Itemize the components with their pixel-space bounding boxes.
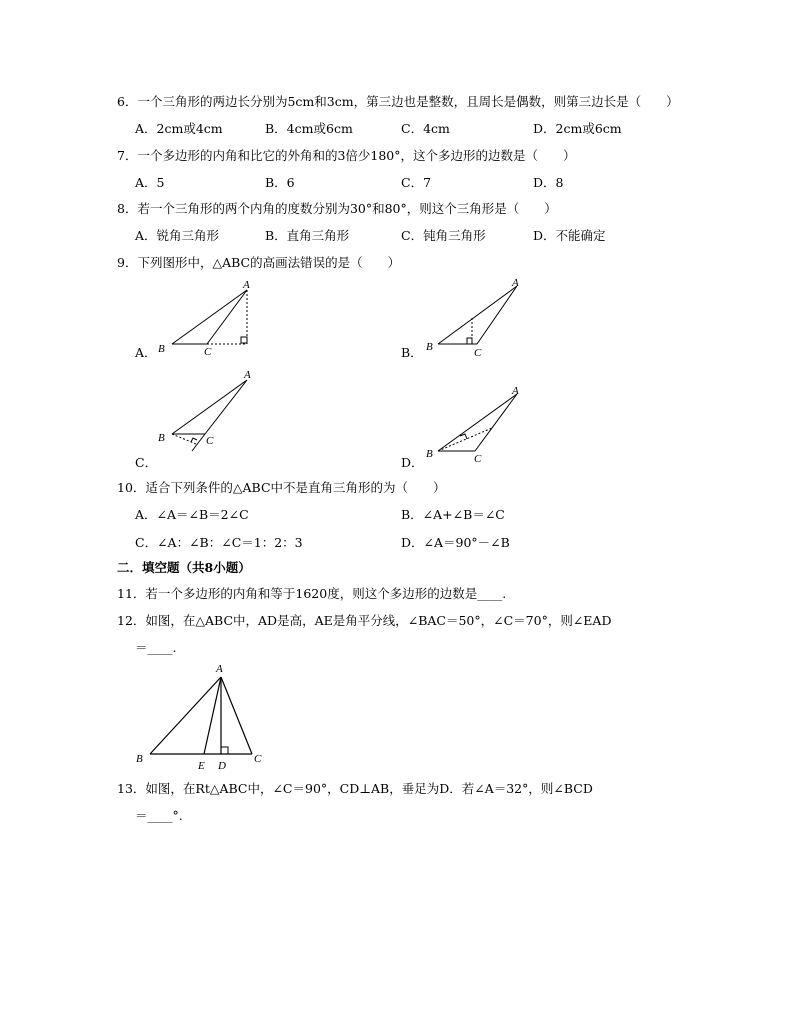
point-c-label: C — [474, 347, 482, 358]
q8-option-b: B．直角三角形 — [265, 228, 350, 243]
q8-option-a: A．锐角三角形 — [135, 228, 220, 243]
segment-ab — [438, 394, 517, 451]
segment-ab — [438, 286, 517, 344]
section-title: 二．填空题（共8小题） — [117, 560, 251, 575]
q10-option-a: A．∠A＝∠B＝2∠C — [135, 507, 249, 522]
segment-ca — [475, 394, 517, 451]
point-b-label: B — [426, 448, 433, 460]
q6-option-b: B．4cm或6cm — [265, 121, 353, 136]
q10-option-b: B．∠A+∠B＝∠C — [401, 507, 505, 522]
q7-option-b: B．6 — [265, 175, 295, 190]
q8-option-d: D．不能确定 — [533, 228, 606, 243]
q6-option-d: D．2cm或6cm — [533, 121, 622, 136]
point-a-label: A — [244, 369, 251, 381]
q6-option-c: C．4cm — [401, 121, 450, 136]
point-a-label: A — [512, 385, 519, 397]
q7-option-c: C．7 — [401, 175, 432, 190]
segment-ca — [205, 380, 247, 434]
q13-stem: 13．如图，在Rt△ABC中，∠C＝90°，CD⊥AB，垂足为D．若∠A＝32°，则∠BCD — [117, 781, 593, 796]
q9-stem: 9．下列图形中，△ABC的高画法错误的是（ ） — [117, 255, 401, 270]
q9-figure-b-label: B． — [401, 345, 423, 360]
q9-figure-b — [420, 276, 530, 358]
q10-option-d: D．∠A＝90°－∠B — [401, 535, 510, 550]
q8-stem: 8．若一个三角形的两个内角的度数分别为30°和80°，则这个三角形是（ ） — [117, 201, 557, 216]
segment-ae — [204, 677, 221, 754]
q6-stem: 6．一个三角形的两边长分别为5cm和3cm，第三边也是整数，且周长是偶数，则第三边长是（ ） — [117, 94, 679, 109]
point-a-label: A — [216, 663, 223, 675]
right-angle-mark — [241, 337, 247, 343]
q12-figure — [130, 660, 270, 772]
right-angle-mark — [191, 438, 197, 442]
q7-option-d: D．8 — [533, 175, 564, 190]
point-e-label: E — [198, 760, 205, 772]
segment-ab — [150, 677, 221, 754]
point-c-label: C — [204, 346, 212, 358]
right-angle-mark — [467, 338, 472, 344]
q13-stem-continued: ＝____°. — [135, 808, 183, 823]
segment-ca — [477, 286, 517, 344]
point-b-label: B — [426, 341, 433, 353]
segment-ac — [221, 677, 252, 754]
q12-stem-continued: ＝____. — [135, 640, 177, 655]
q8-option-c: C．钝角三角形 — [401, 228, 486, 243]
q10-stem: 10．适合下列条件的△ABC中不是直角三角形的为（ ） — [117, 480, 446, 495]
right-angle-mark — [221, 747, 228, 754]
q9-figure-c-label: C． — [135, 455, 158, 470]
extension-ac — [192, 434, 205, 451]
segment-ab — [172, 290, 247, 344]
point-b-label: B — [158, 432, 165, 444]
point-c-label: C — [254, 753, 262, 765]
segment-ab — [172, 380, 247, 434]
point-a-label: A — [243, 279, 250, 291]
q9-figure-a — [150, 276, 260, 358]
point-a-label: A — [512, 277, 519, 289]
segment-ca — [207, 290, 247, 344]
q9-figure-c — [150, 368, 260, 460]
q7-option-a: A．5 — [135, 175, 165, 190]
q7-stem: 7．一个多边形的内角和比它的外角和的3倍少180°，这个多边形的边数是（ ） — [117, 148, 576, 163]
point-c-label: C — [206, 435, 214, 447]
point-b-label: B — [136, 753, 143, 765]
q9-figure-a-label: A． — [135, 345, 157, 360]
point-b-label: B — [158, 343, 165, 355]
point-c-label: C — [474, 453, 482, 464]
q11-stem: 11．若一个多边形的内角和等于1620度，则这个多边形的边数是____. — [117, 586, 507, 601]
q9-figure-d — [420, 382, 530, 464]
point-d-label: D — [218, 760, 226, 772]
q10-option-c: C．∠A：∠B：∠C＝1：2：3 — [135, 535, 303, 550]
q6-option-a: A．2cm或4cm — [135, 121, 223, 136]
q9-figure-d-label: D． — [401, 455, 424, 470]
q12-stem: 12．如图，在△ABC中，AD是高，AE是角平分线，∠BAC＝50°，∠C＝70°，则∠EAD — [117, 613, 612, 628]
